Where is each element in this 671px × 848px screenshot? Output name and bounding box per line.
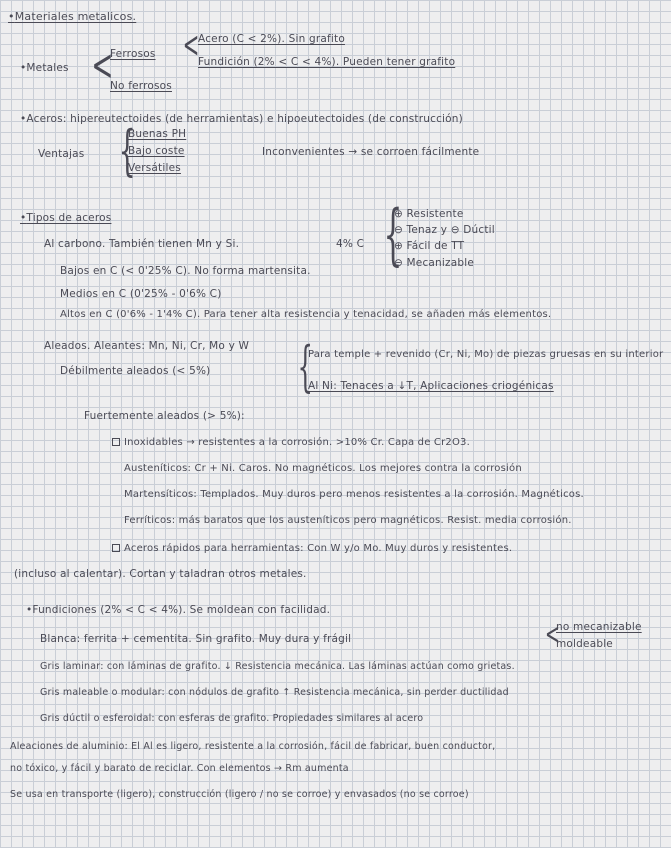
debil-brace: { <box>297 335 313 398</box>
aluminio-line-1: Aleaciones de aluminio: El Al es ligero, resistente a la corrosión, fácil de fabricar, buen conductor, <box>10 741 496 752</box>
ventaja-2: Bajo coste <box>128 145 185 157</box>
ferrosos: Ferrosos <box>110 48 156 60</box>
blanca-brace: < <box>545 617 561 652</box>
checkbox-icon <box>112 544 120 552</box>
altos-line: Altos en C (0'6% - 1'4% C). Para tener alta resistencia y tenacidad, se añaden más elementos. <box>60 309 552 320</box>
medios-line: Medios en C (0'25% - 0'6% C) <box>60 288 222 300</box>
acero-line: Acero (C < 2%). Sin grafito <box>198 33 345 45</box>
props-brace: { <box>383 196 403 273</box>
austeniticos-line: Austeníticos: Cr + Ni. Caros. No magnéticos. Los mejores contra la corrosión <box>124 463 522 474</box>
page-title: • Materiales metalicos. <box>8 10 136 23</box>
ventajas-label: Ventajas <box>38 148 85 160</box>
rapidos-text: Aceros rápidos para herramientas: Con W y/o Mo. Muy duros y resistentes. <box>124 543 513 554</box>
ferrosos-brace: < <box>182 25 200 66</box>
ventaja-3: Versátiles <box>128 162 181 174</box>
fundicion-line: Fundición (2% < C < 4%). Pueden tener grafito <box>198 56 456 68</box>
gris-ductil-line: Gris dúctil o esferoidal: con esferas de grafito. Propiedades similares al acero <box>40 713 424 724</box>
ventaja-1: Buenas PH <box>128 128 187 140</box>
metales-brace: < <box>91 40 114 91</box>
prop-resistente: ⊕ Resistente <box>394 208 464 220</box>
blanca-line: Blanca: ferrita + cementita. Sin grafito. Muy dura y frágil <box>40 633 352 645</box>
ni-line: Al Ni: Tenaces a ↓T, Aplicaciones criogénicas <box>308 380 554 392</box>
debil-line: Débilmente aleados (< 5%) <box>60 365 211 377</box>
prop-facil-tt: ⊕ Fácil de TT <box>394 240 465 252</box>
rapidos-line <box>112 542 512 555</box>
no-ferrosos: No ferrosos <box>110 80 172 92</box>
inox-line <box>112 436 470 449</box>
aceros-line: • Aceros: hipereutectoides (de herramientas) e hipoeutectoides (de construcción) <box>20 113 463 126</box>
metales-label: • Metales <box>20 62 69 75</box>
inconvenientes-line: Inconvenientes → se corroen fácilmente <box>262 146 480 158</box>
inox-text: Inoxidables → resistentes a la corrosión. >10% Cr. Capa de Cr2O3. <box>124 437 470 448</box>
fuerte-line: Fuertemente aleados (> 5%): <box>84 410 245 422</box>
prop-tenaz: ⊖ Tenaz y ⊖ Dúctil <box>394 224 495 236</box>
prop-mecanizable: ⊖ Mecanizable <box>394 257 475 269</box>
fundiciones-title: • Fundiciones (2% < C < 4%). Se moldean con facilidad. <box>26 604 330 617</box>
incluso-line: (incluso al calentar). Cortan y taladran otros metales. <box>14 568 307 580</box>
blanca-prop-1: no mecanizable <box>556 621 642 633</box>
aleados-line: Aleados. Aleantes: Mn, Ni, Cr, Mo y W <box>44 340 250 352</box>
tipos-title: • Tipos de aceros <box>20 212 111 225</box>
ventajas-brace: { <box>118 119 136 182</box>
bajos-line: Bajos en C (< 0'25% C). No forma martensita. <box>60 265 311 277</box>
gris-maleable-line: Gris maleable o modular: con nódulos de grafito ↑ Resistencia mecánica, sin perder ductilidad <box>40 687 509 698</box>
martensiticos-line: Martensíticos: Templados. Muy duros pero menos resistentes a la corrosión. Magnéticos. <box>124 489 584 500</box>
gris-laminar-line: Gris laminar: con láminas de grafito. ↓ Resistencia mecánica. Las láminas actúan como grietas. <box>40 661 515 672</box>
carbono-pct: 4% C <box>336 238 365 250</box>
blanca-prop-2: moldeable <box>556 638 613 650</box>
checkbox-icon <box>112 438 120 446</box>
al-carbono-line: Al carbono. También tienen Mn y Si. <box>44 238 240 250</box>
aluminio-line-2: no tóxico, y fácil y barato de reciclar. Con elementos → Rm aumenta <box>10 763 349 774</box>
temple-line: Para temple + revenido (Cr, Ni, Mo) de piezas gruesas en su interior <box>308 349 664 360</box>
aluminio-line-3: Se usa en transporte (ligero), construcción (ligero / no se corroe) y envasados (no se corroe) <box>10 789 469 800</box>
ferriticos-line: Ferríticos: más baratos que los austeníticos pero magnéticos. Resist. media corrosión. <box>124 515 572 526</box>
